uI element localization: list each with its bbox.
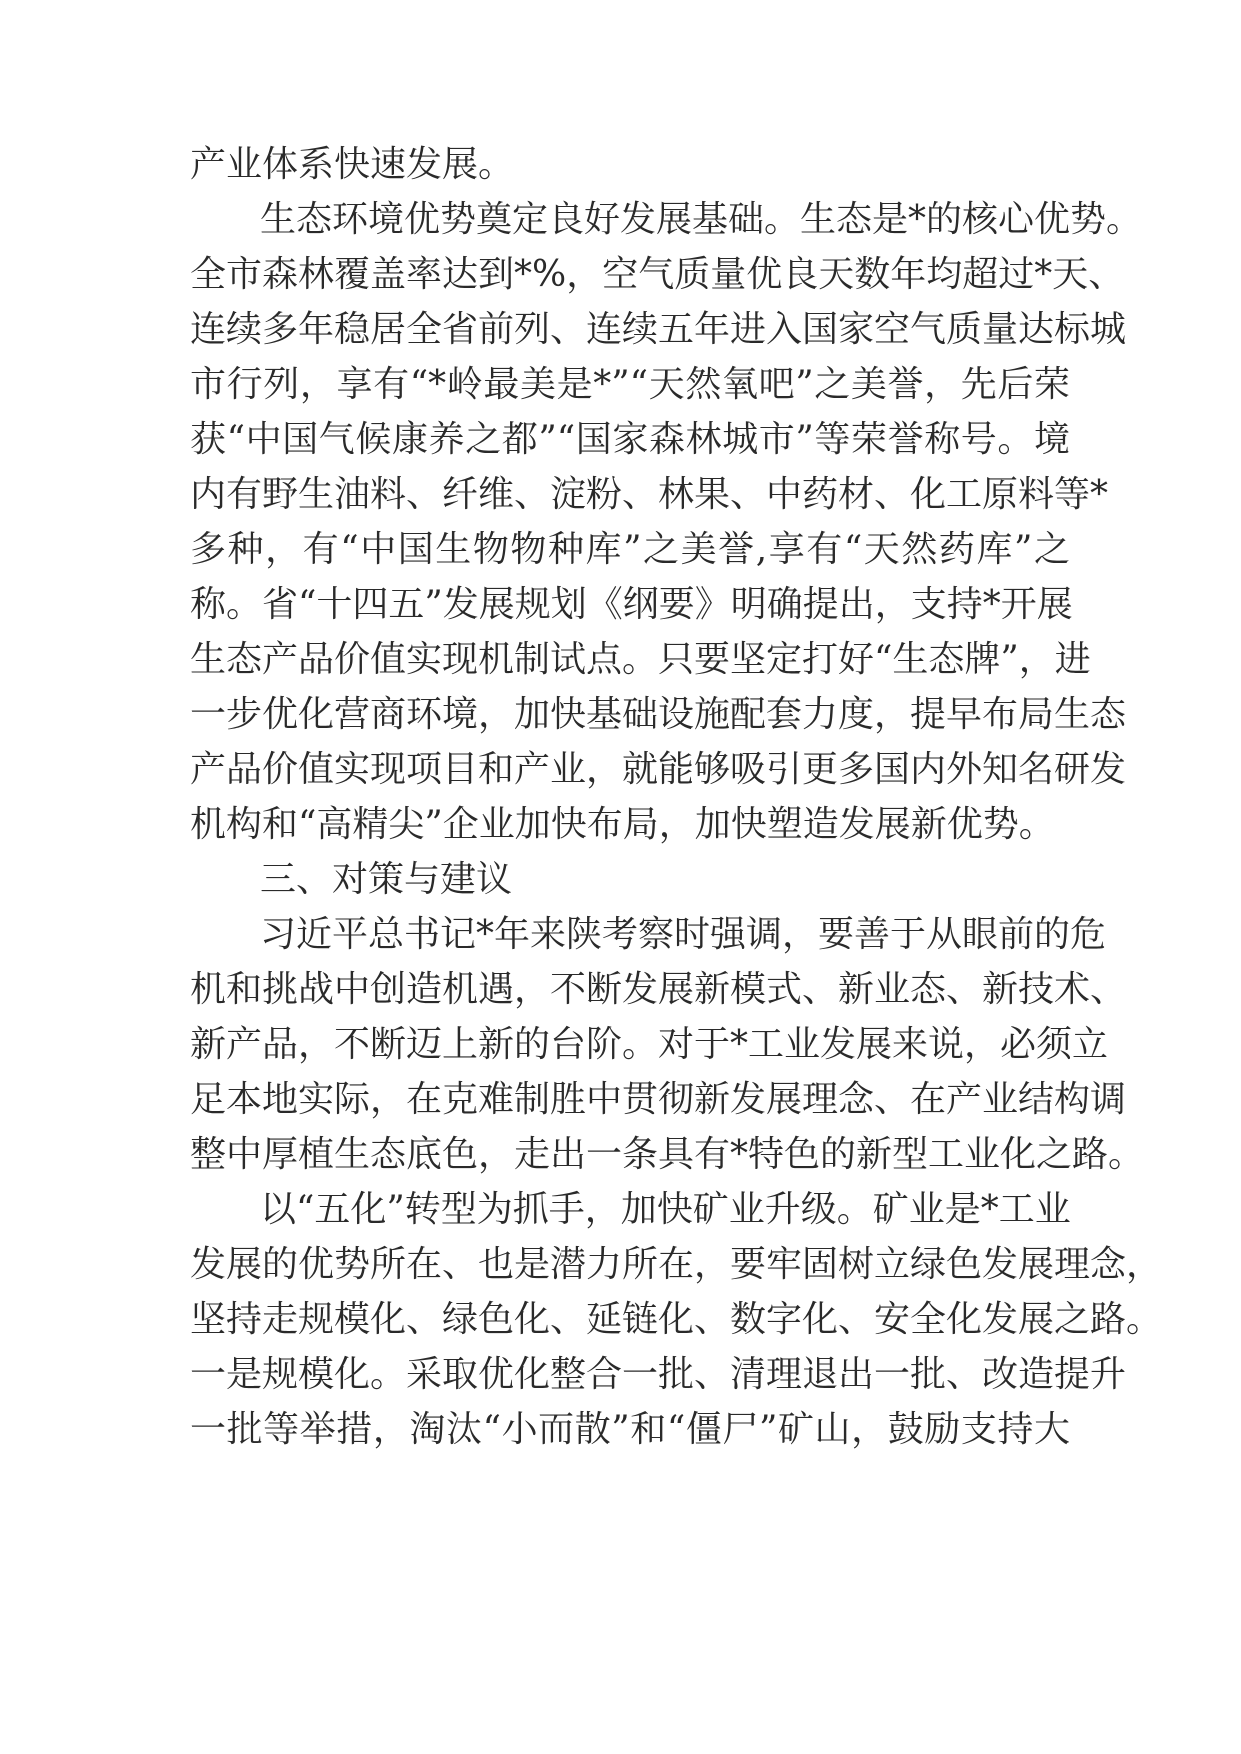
text-line: 新产品，不断迈上新的台阶。对于*工业发展来说，必须立 [190, 1024, 1109, 1065]
text-line: 称。省“十四五”发展规划《纲要》明确提出，支持*开展 [190, 584, 1073, 625]
text-line: 产品价值实现项目和产业，就能够吸引更多国内外知名研发 [190, 749, 1127, 790]
text-line: 内有野生油料、纤维、淀粉、林果、中药材、化工原料等* [190, 474, 1109, 515]
text-line: 机构和“高精尖”企业加快布局，加快塑造发展新优势。 [190, 804, 1055, 845]
text-line: 整中厚植生态底色，走出一条具有*特色的新型工业化之路。 [190, 1134, 1145, 1175]
text-line: 全市森林覆盖率达到*%，空气质量优良天数年均超过*天、 [190, 254, 1125, 295]
text-line: 连续多年稳居全省前列、连续五年进入国家空气质量达标城 [190, 309, 1127, 350]
text-line: 生态产品价值实现机制试点。只要坚定打好“生态牌”，进 [190, 639, 1091, 680]
paragraph-first-line: 习近平总书记*年来陕考察时强调，要善于从眼前的危 [260, 914, 1107, 955]
text-line: 机和挑战中创造机遇，不断发展新模式、新业态、新技术、 [190, 969, 1127, 1010]
section-heading: 三、对策与建议 [260, 859, 513, 900]
text-line: 产业体系快速发展。 [190, 144, 515, 185]
paragraph-first-line: 生态环境优势奠定良好发展基础。生态是*的核心优势。 [260, 199, 1143, 240]
text-line: 一步优化营商环境，加快基础设施配套力度，提早布局生态 [190, 694, 1127, 735]
text-line: 坚持走规模化、绿色化、延链化、数字化、安全化发展之路。 [190, 1299, 1163, 1340]
text-line: 获“中国气候康养之都”“国家森林城市”等荣誉称号。境 [190, 419, 1070, 460]
text-line: 多种，有“中国生物物种库”之美誉,享有“天然药库”之 [190, 529, 1070, 570]
text-line: 一是规模化。采取优化整合一批、清理退出一批、改造提升 [190, 1354, 1127, 1395]
text-line: 足本地实际，在克难制胜中贯彻新发展理念、在产业结构调 [190, 1079, 1127, 1120]
paragraph-first-line: 以“五化”转型为抓手，加快矿业升级。矿业是*工业 [260, 1189, 1071, 1230]
text-line: 市行列，享有“*岭最美是*”“天然氧吧”之美誉，先后荣 [190, 364, 1070, 405]
text-line: 一批等举措，淘汰“小而散”和“僵尸”矿山，鼓励支持大 [190, 1409, 1070, 1450]
text-line: 发展的优势所在、也是潜力所在，要牢固树立绿色发展理念， [190, 1244, 1163, 1285]
